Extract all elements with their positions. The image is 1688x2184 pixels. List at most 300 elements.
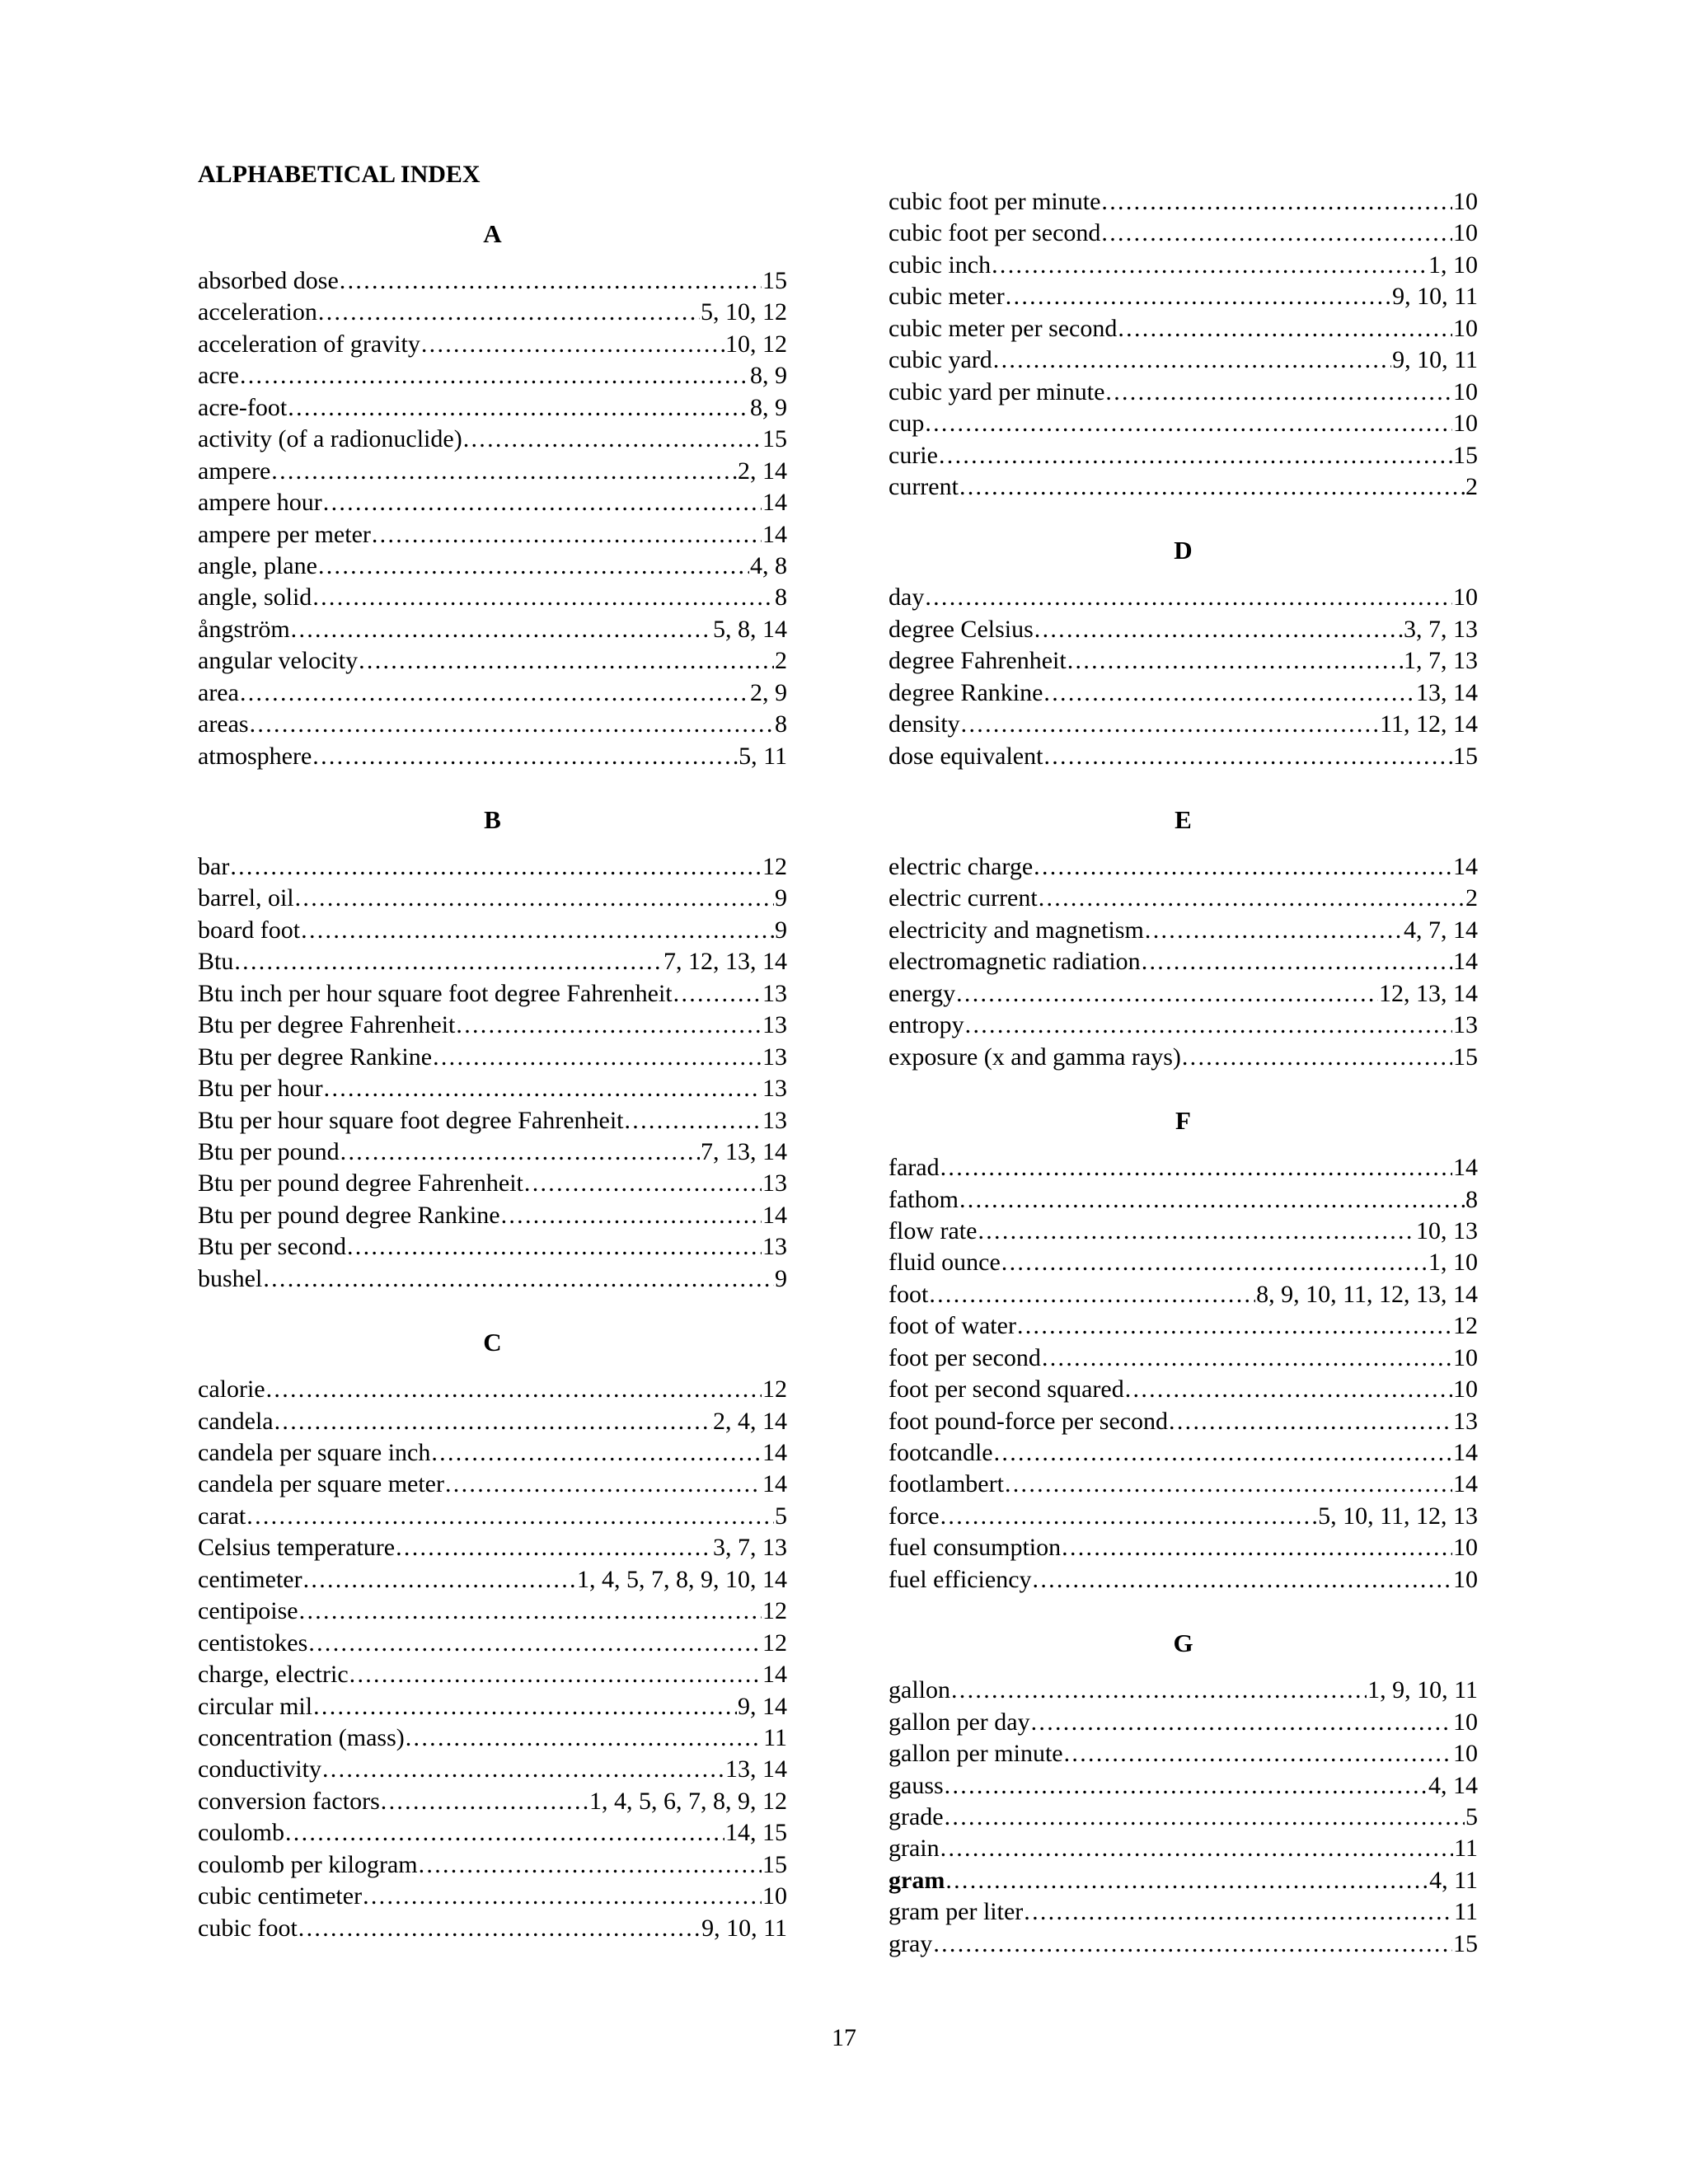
dot-leader [347,1231,762,1263]
index-entry [889,1374,1478,1405]
page-refs: 14 [762,1661,787,1689]
index-term: ampere hour [198,489,322,517]
index-term: footlambert [889,1470,1004,1498]
page-refs: 15 [762,425,787,453]
dot-leader [1043,677,1415,709]
dot-leader [1039,883,1465,914]
index-entry [889,582,1478,613]
index-entry [198,487,787,518]
dot-leader [1006,281,1391,312]
index-entry [889,978,1478,1010]
index-section-c [198,1327,787,1944]
dot-leader [929,1279,1255,1310]
index-term: angular velocity [198,647,359,675]
dot-leader [1034,614,1403,645]
dot-leader [625,1105,762,1137]
dot-leader [230,851,762,883]
index-entry [198,456,787,487]
index-term: gram [889,1866,945,1894]
dot-leader [945,1770,1428,1802]
index-entry [198,851,787,883]
index-term: Btu per second [198,1233,346,1261]
index-section-continued [889,186,1478,503]
index-entry [198,883,787,914]
index-term: cubic yard per minute [889,377,1105,405]
index-term: coulomb per kilogram [198,1850,418,1878]
index-entry [889,883,1478,914]
index-term: angle, plane [198,551,317,579]
dot-leader [419,1849,762,1881]
dot-leader [1125,1374,1452,1405]
page-refs: 13 [762,1043,787,1071]
page-refs: 14, 15 [725,1819,787,1847]
page-refs: 14 [1453,853,1478,880]
page-refs: 14 [762,1439,787,1466]
page-refs: 2 [1465,472,1478,500]
index-entry [889,851,1478,883]
dot-leader [396,1532,712,1563]
index-term: acceleration of gravity [198,330,420,358]
page-refs: 13, 14 [1416,678,1478,706]
index-entry [198,1596,787,1627]
index-entry [198,1469,787,1500]
index-entry [889,250,1478,281]
page-refs: 12 [762,853,787,880]
page-refs: 12 [762,1597,787,1625]
index-entry [889,1406,1478,1437]
dot-leader [1169,1406,1452,1437]
index-entry [889,1247,1478,1278]
index-term: electric charge [889,853,1034,880]
dot-leader [421,329,724,360]
index-term: cubic inch [889,251,992,279]
section-letter: G [1173,1629,1193,1658]
dot-leader [925,582,1452,613]
index-entry [889,1152,1478,1183]
index-entry [889,1770,1478,1802]
index-term: curie [889,441,938,469]
dot-leader [1105,377,1452,408]
dot-leader [1043,741,1452,772]
index-entry [198,1532,787,1563]
page-refs: 1, 4, 5, 7, 8, 9, 10, 14 [577,1565,787,1593]
index-entry [889,1865,1478,1896]
index-term: Btu [198,948,234,976]
index-section-g [889,1628,1478,1960]
index-term: centistokes [198,1629,308,1657]
page-refs: 1, 10 [1428,251,1478,279]
dot-leader [234,946,663,977]
page-refs: 5, 10, 12 [701,298,787,326]
index-entry [889,614,1478,645]
page-refs: 3, 7, 13 [713,1534,787,1562]
dot-leader [978,1216,1415,1247]
dot-leader [406,1722,762,1754]
dot-leader [301,915,774,946]
index-term: ångström [198,615,290,643]
index-column-left [198,186,787,1974]
index-term: gram per liter [889,1898,1024,1926]
index-entry [889,1216,1478,1247]
page-refs: 14 [1453,1470,1478,1498]
page-refs: 13 [762,1233,787,1261]
index-entry [198,392,787,424]
index-entry [198,329,787,360]
page-number: 17 [832,2024,856,2051]
index-entry [889,281,1478,312]
index-entry [198,1564,787,1596]
index-entry [198,1691,787,1722]
dot-leader [349,1659,762,1690]
dot-leader [340,265,762,297]
index-term: fuel efficiency [889,1565,1032,1593]
page-refs: 9, 10, 11 [701,1914,787,1942]
dot-leader [501,1200,762,1231]
dot-leader [925,408,1452,439]
index-entry [198,582,787,613]
index-term: bar [198,853,230,880]
dot-leader [250,709,774,740]
dot-leader [945,1865,1428,1896]
page-refs: 9 [775,884,787,912]
dot-leader [431,1437,762,1469]
page-refs: 10 [1453,1343,1478,1371]
dot-leader [1062,1532,1452,1563]
page-refs: 11, 12, 14 [1380,710,1478,738]
index-entry [198,1137,787,1168]
page-refs: 12 [762,1629,787,1657]
page-refs: 14 [1453,1154,1478,1182]
index-term: cubic meter [889,283,1005,311]
dot-leader [1101,218,1452,249]
index-term: conversion factors [198,1787,380,1815]
index-entry [889,677,1478,709]
dot-leader [956,978,1378,1010]
index-term: conductivity [198,1755,321,1783]
page-refs: 8 [775,583,787,612]
index-entry [889,946,1478,977]
dot-leader [363,1881,762,1912]
index-entry [198,360,787,391]
index-section-e [889,804,1478,1073]
index-term: current [889,472,959,500]
index-term: candela per square meter [198,1470,444,1498]
index-term: grade [889,1802,944,1830]
index-term: grain [889,1835,940,1863]
index-entry [198,709,787,740]
page-refs: 9 [775,1264,787,1292]
index-term: circular mil [198,1692,313,1720]
page-refs: 10 [1453,410,1478,438]
page-refs: 8, 9 [750,362,787,390]
index-term: electricity and magnetism [889,916,1144,944]
dot-leader [291,614,712,645]
index-term: energy [889,979,956,1007]
dot-leader [1142,946,1452,977]
page-refs: 8 [1465,1185,1478,1213]
index-term: force [889,1502,940,1530]
index-term: Btu per pound [198,1137,340,1165]
index-term: atmosphere [198,742,312,770]
index-term: fluid ounce [889,1249,1001,1277]
index-term: flow rate [889,1216,978,1244]
dot-leader [318,297,700,328]
page-refs: 5, 8, 14 [713,615,787,643]
index-term: gauss [889,1771,944,1799]
dot-leader [673,978,762,1010]
index-entry [198,677,787,709]
page-refs: 15 [1453,441,1478,469]
index-entry [198,1010,787,1041]
dot-leader [322,1754,724,1785]
page-refs: 7, 12, 13, 14 [663,948,787,976]
index-entry [198,1722,787,1754]
index-section-b [198,804,787,1295]
page-refs: 10 [1453,219,1478,247]
index-entry [889,218,1478,249]
page-refs: 2, 14 [738,457,787,485]
dot-leader [940,1501,1317,1532]
index-term: acre [198,362,239,390]
index-entry [198,1105,787,1137]
index-entry [889,1042,1478,1073]
index-term: cubic meter per second [889,314,1118,342]
index-entry [889,1738,1478,1769]
index-entry [198,1501,787,1532]
index-entry [889,186,1478,218]
index-term: activity (of a radionuclide) [198,425,462,453]
index-entry [889,915,1478,946]
dot-leader [1182,1042,1452,1073]
index-term: cup [889,410,925,438]
dot-leader [324,1073,762,1104]
index-entry [889,1501,1478,1532]
index-term: calorie [198,1376,265,1404]
index-section-d [889,535,1478,772]
index-entry [889,344,1478,376]
dot-leader [312,582,774,613]
index-term: area [198,678,239,706]
page-refs: 3, 7, 13 [1404,615,1478,643]
index-entry [198,1754,787,1785]
dot-leader [288,392,749,424]
dot-leader [1064,1738,1452,1769]
page-refs: 15 [762,267,787,294]
index-entry [889,709,1478,740]
index-term: coulomb [198,1819,284,1847]
page-refs: 10 [1453,314,1478,342]
index-entry [889,471,1478,503]
dot-leader [1001,1247,1428,1278]
page-refs: 15 [1453,742,1478,770]
dot-leader [381,1786,588,1817]
index-term: electric current [889,884,1038,912]
index-term: Btu per pound degree Fahrenheit [198,1169,523,1197]
dot-leader [318,551,749,582]
page-refs: 13 [762,1169,787,1197]
index-term: Btu per hour [198,1075,323,1103]
index-entry [889,1010,1478,1041]
page-refs: 14 [1453,1439,1478,1466]
index-entry [198,614,787,645]
dot-leader [524,1168,762,1199]
page-refs: 9 [775,916,787,944]
page-refs: 9, 10, 11 [1392,283,1478,311]
dot-leader [274,1406,712,1437]
index-term: centipoise [198,1597,298,1625]
dot-leader [312,741,738,772]
dot-leader [456,1010,762,1041]
index-term: electromagnetic radiation [889,948,1141,976]
index-entry [198,1817,787,1849]
index-entry [889,1279,1478,1310]
index-term: gallon per day [889,1708,1030,1736]
page-refs: 14 [762,489,787,517]
index-entry [198,741,787,772]
index-entry [889,1833,1478,1864]
page-refs: 2, 9 [750,678,787,706]
page-refs: 11 [1454,1835,1478,1863]
dot-leader [933,1929,1452,1960]
dot-leader [965,1010,1452,1041]
index-entry [889,741,1478,772]
index-entry [198,265,787,297]
page-refs: 10 [1453,1740,1478,1768]
index-entry [889,1707,1478,1738]
page-refs: 13 [1453,1407,1478,1435]
page-refs: 9, 10, 11 [1392,346,1478,374]
dot-leader [1033,1564,1452,1596]
dot-leader [372,519,762,551]
page-refs: 8, 9 [750,393,787,421]
index-term: board foot [198,916,301,944]
index-entry [198,1263,787,1295]
index-entry [889,1310,1478,1342]
page-refs: 10 [1453,1708,1478,1736]
index-term: day [889,583,925,612]
index-entry [889,645,1478,677]
index-term: cubic yard [889,346,992,374]
index-entry [198,1374,787,1405]
index-term: exposure (x and gamma rays) [889,1043,1181,1071]
dot-leader [1067,645,1403,677]
index-term: candela [198,1407,274,1435]
index-term: foot of water [889,1312,1016,1340]
index-entry [198,1168,787,1199]
index-entry [198,1042,787,1073]
page-refs: 12 [1453,1312,1478,1340]
page-refs: 1, 10 [1428,1249,1478,1277]
page-refs: 14 [1453,948,1478,976]
section-letter: C [483,1328,502,1357]
page-refs: 1, 9, 10, 11 [1367,1676,1478,1704]
page-refs: 14 [762,1201,787,1229]
index-term: bushel [198,1264,263,1292]
index-term: fuel consumption [889,1534,1062,1562]
index-term: foot per second [889,1343,1041,1371]
page-refs: 14 [762,520,787,548]
index-term: Celsius temperature [198,1534,396,1562]
page-refs: 5 [775,1502,787,1530]
section-letter: B [484,805,501,834]
section-letter: F [1175,1106,1191,1136]
index-entry [198,1200,787,1231]
index-entry [889,1184,1478,1216]
page-refs: 4, 8 [750,551,787,579]
dot-leader [1042,1343,1452,1374]
index-term: footcandle [889,1439,993,1466]
dot-leader [266,1374,762,1405]
index-term: dose equivalent [889,742,1043,770]
index-entry [198,915,787,946]
index-term: Btu inch per hour square foot degree Fahrenheit [198,979,673,1007]
index-entry [889,1437,1478,1469]
index-term: foot per second squared [889,1376,1124,1404]
dot-leader [1024,1896,1453,1928]
index-term: charge, electric [198,1661,349,1689]
dot-leader [445,1469,762,1500]
dot-leader [940,1152,1452,1183]
page-refs: 15 [762,1850,787,1878]
dot-leader [359,645,774,677]
index-entry [198,978,787,1010]
index-term: gray [889,1929,933,1957]
index-entry [889,1564,1478,1596]
index-term: cubic foot [198,1914,298,1942]
dot-leader [1034,851,1452,883]
page-refs: 10 [1453,188,1478,215]
dot-leader [263,1263,774,1295]
index-term: degree Celsius [889,615,1034,643]
dot-leader [308,1628,762,1659]
index-entry [198,297,787,328]
index-entry [198,645,787,677]
dot-leader [1031,1707,1452,1738]
page-refs: 4, 7, 14 [1404,916,1478,944]
page-refs: 13 [762,1106,787,1134]
index-entry [889,1532,1478,1563]
index-term: foot [889,1280,929,1308]
index-term: concentration (mass) [198,1723,405,1751]
index-section-f [889,1105,1478,1596]
index-entry [889,1675,1478,1706]
page-refs: 13 [762,979,787,1007]
page-refs: 14 [762,1470,787,1498]
index-term: density [889,710,960,738]
page-refs: 12, 13, 14 [1379,979,1478,1007]
dot-leader [961,709,1379,740]
index-entry [198,424,787,455]
dot-leader [1101,186,1452,218]
index-entry [198,551,787,582]
page-refs: 15 [1453,1929,1478,1957]
index-entry [889,1896,1478,1928]
page-refs: 13 [762,1075,787,1103]
index-term: carat [198,1502,246,1530]
index-entry [889,1469,1478,1500]
page-refs: 11 [763,1723,787,1751]
index-term: acceleration [198,298,317,326]
dot-leader [303,1564,576,1596]
index-term: gallon per minute [889,1740,1063,1768]
index-term: cubic foot per second [889,219,1101,247]
dot-leader [1145,915,1403,946]
page-refs: 2 [1465,884,1478,912]
index-entry [198,519,787,551]
index-entry [198,1437,787,1469]
index-term: degree Fahrenheit [889,647,1067,675]
dot-leader [992,250,1428,281]
